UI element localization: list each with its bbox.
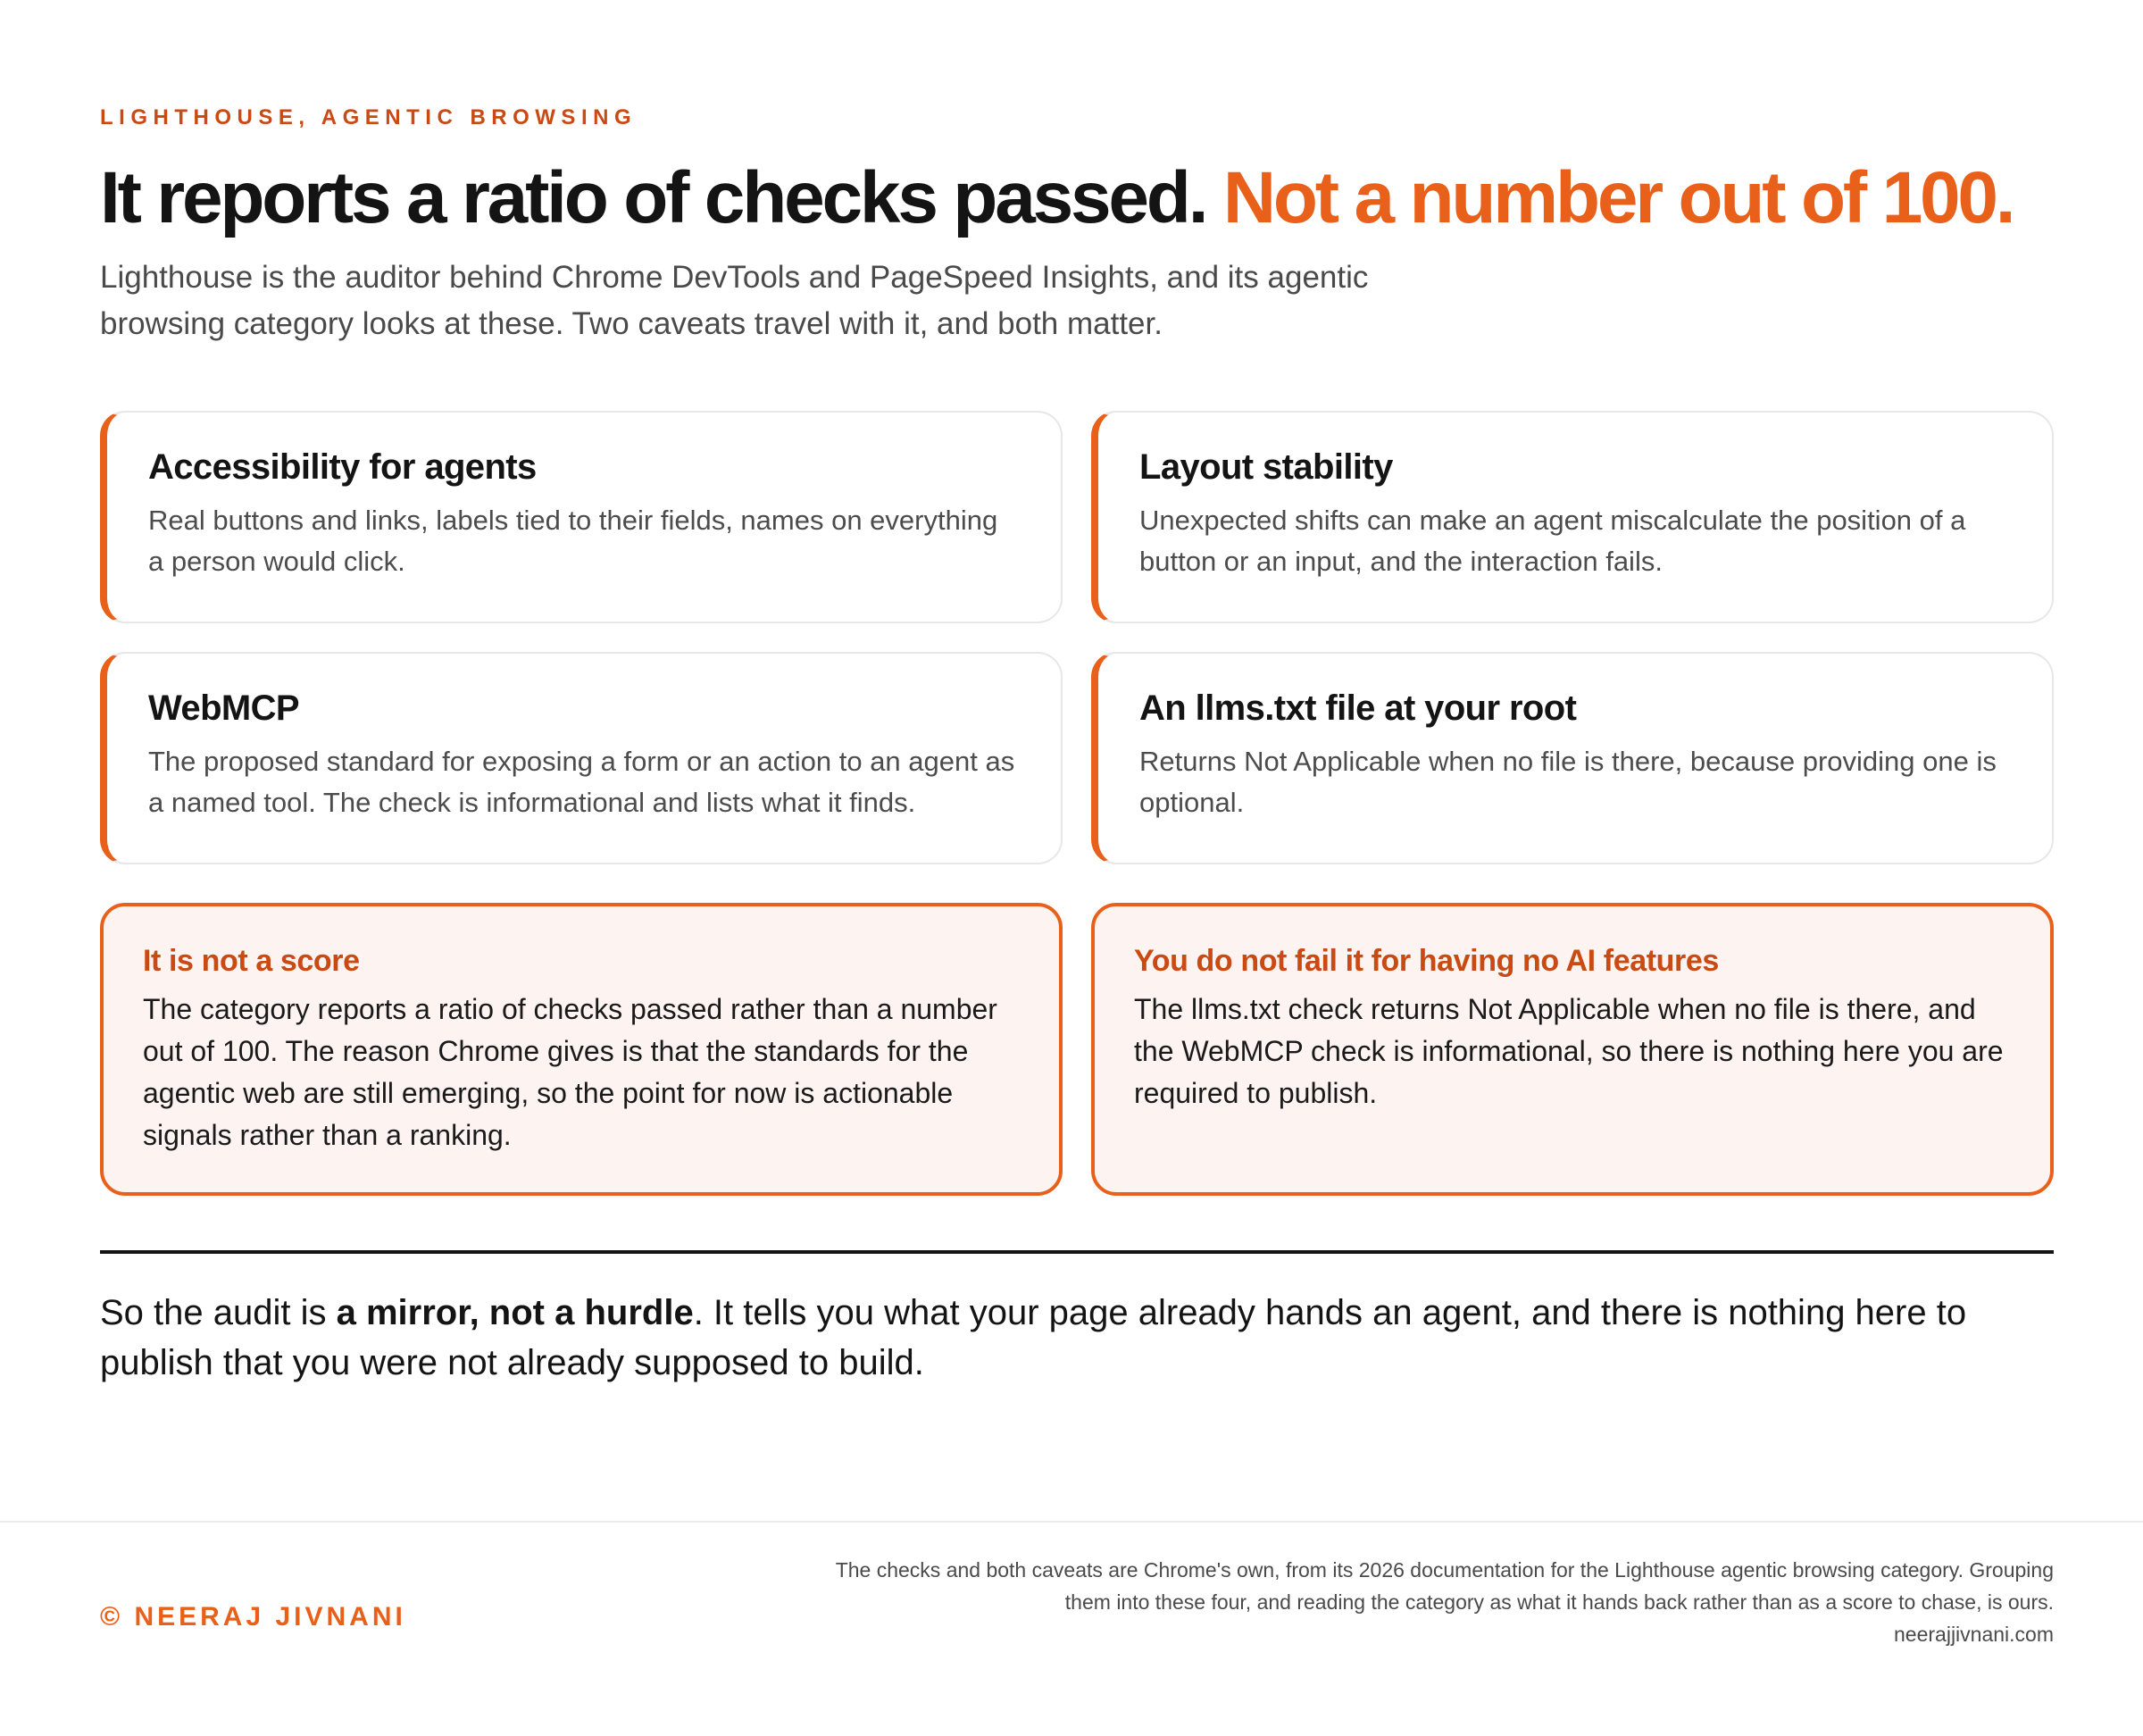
check-card-description: Returns Not Applicable when no file is there, because providing one is optional. bbox=[1139, 746, 1997, 818]
footer-url[interactable]: neerajjivnani.com bbox=[1894, 1623, 2054, 1646]
headline-main: It reports a ratio of checks passed. bbox=[100, 157, 1206, 238]
conclusion-emphasis: a mirror, not a hurdle bbox=[336, 1293, 694, 1332]
conclusion-paragraph bbox=[100, 1288, 2082, 1388]
check-card-description: Unexpected shifts can make an agent miscalculate the position of a button or an input, and the interaction fails. bbox=[1139, 505, 1966, 577]
check-card-layout-stability bbox=[1091, 411, 2054, 623]
conclusion-lead: So the audit is bbox=[100, 1293, 337, 1332]
check-card-llms-txt bbox=[1091, 652, 2054, 864]
check-card-title: An llms.txt file at your root bbox=[1139, 689, 1577, 728]
check-card-accessibility bbox=[100, 411, 1063, 623]
caveat-card-title: You do not fail it for having no AI features bbox=[1134, 944, 1719, 978]
check-card-title: WebMCP bbox=[148, 689, 299, 728]
headline-accent: Not a number out of 100. bbox=[1222, 157, 2014, 238]
check-card-title: Layout stability bbox=[1139, 447, 1393, 487]
check-card-webmcp bbox=[100, 652, 1063, 864]
check-card-description: The proposed standard for exposing a form or an action to an agent as a named tool. The check is informational and lists what it finds. bbox=[148, 746, 1015, 818]
caveat-card-description: The llms.txt check returns Not Applicable when no file is there, and the WebMCP check is informational, so there is nothing here you are required to publish. bbox=[1134, 993, 2004, 1109]
caveat-card-no-ai-features bbox=[1091, 903, 2054, 1196]
section-divider bbox=[100, 1250, 2054, 1254]
footer-divider bbox=[0, 1521, 2143, 1523]
check-card-title: Accessibility for agents bbox=[148, 447, 537, 487]
conclusion-rest: . It tells you what your page already hands an agent, and there is nothing here to publish that you were not already supposed to build. bbox=[100, 1293, 1967, 1382]
footer-note bbox=[821, 1554, 2054, 1650]
intro-paragraph: Lighthouse is the auditor behind Chrome DevTools and PageSpeed Insights, and its agentic browsing category looks at these. Two caveats travel with it, and both matter. bbox=[100, 260, 1369, 341]
check-card-description: Real buttons and links, labels tied to their fields, names on everything a person would click. bbox=[148, 505, 998, 577]
caveat-card-description: The category reports a ratio of checks passed rather than a number out of 100. The reason Chrome gives is that the standards for the agentic web are still emerging, so the point for now is actionable signals rather than a ranking. bbox=[143, 993, 997, 1151]
eyebrow-label: LIGHTHOUSE, AGENTIC BROWSING bbox=[100, 105, 638, 129]
caveat-card-title: It is not a score bbox=[143, 944, 360, 978]
footer-note-text: The checks and both caveats are Chrome's own, from its 2026 documentation for the Lighthouse agentic browsing category. Grouping them into these four, and reading the category as what it hands back rather than as a score to chase, is ours. bbox=[835, 1558, 2054, 1614]
caveat-card-not-a-score bbox=[100, 903, 1063, 1196]
copyright-label: © NEERAJ JIVNANI bbox=[100, 1602, 406, 1632]
headline bbox=[100, 154, 2082, 243]
